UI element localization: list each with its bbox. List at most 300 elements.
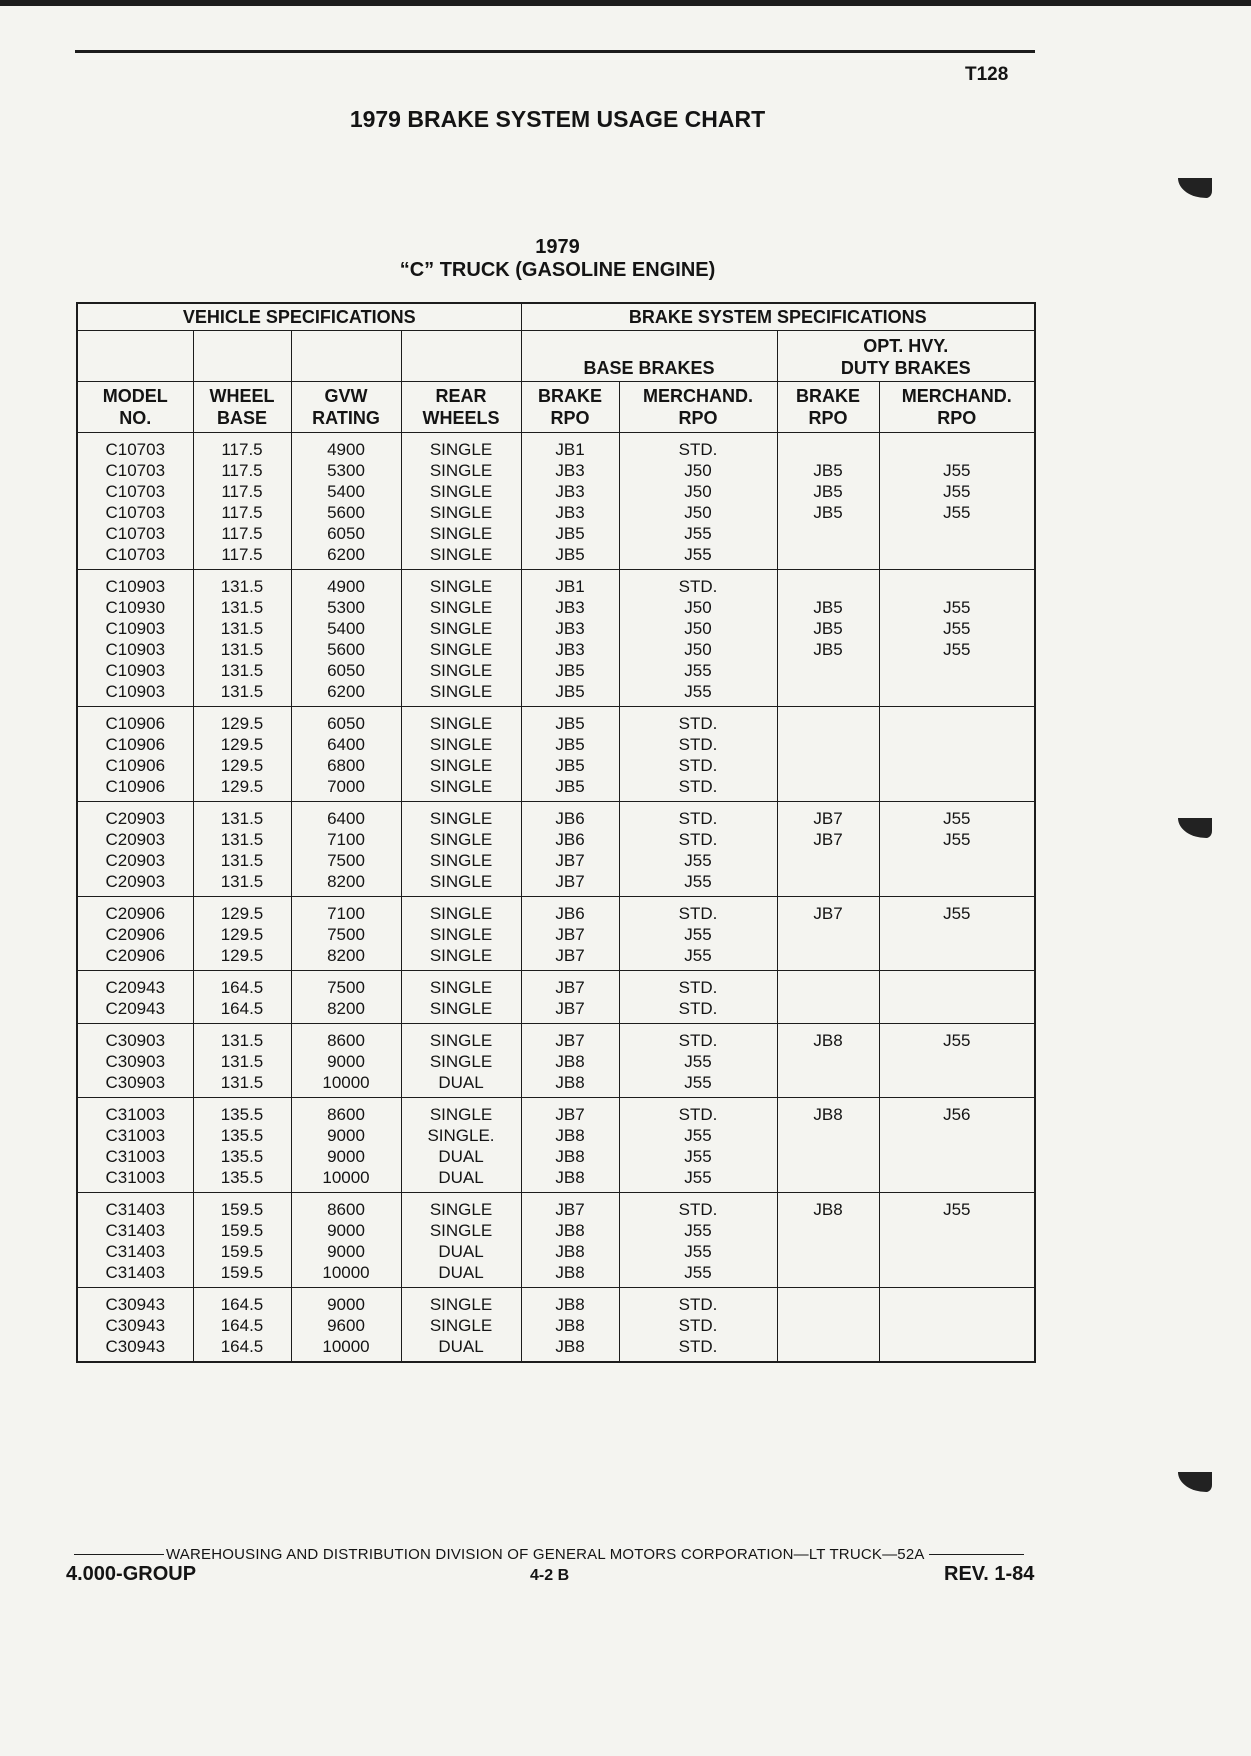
cell-wheel-base: 117.5 [193, 481, 291, 502]
cell-base-brake-rpo: JB8 [521, 1336, 619, 1362]
column-header-line: GVW [324, 386, 368, 406]
cell-base-brake-rpo: JB5 [521, 707, 619, 735]
brake-usage-table [76, 302, 1036, 1363]
cell-wheel-base: 131.5 [193, 1024, 291, 1052]
cell-opt-brake-rpo: JB7 [777, 802, 879, 830]
cell-gvw-rating: 9000 [291, 1241, 401, 1262]
cell-opt-merchand-rpo [879, 433, 1035, 461]
cell-base-merchand-rpo: STD. [619, 1098, 777, 1126]
cell-model-no: C30943 [77, 1315, 193, 1336]
table-row [77, 1024, 1035, 1052]
cell-wheel-base: 129.5 [193, 707, 291, 735]
cell-wheel-base: 129.5 [193, 924, 291, 945]
cell-base-merchand-rpo: J55 [619, 871, 777, 897]
table-row [77, 570, 1035, 598]
cell-model-no: C20906 [77, 924, 193, 945]
cell-wheel-base: 129.5 [193, 755, 291, 776]
cell-opt-brake-rpo: JB5 [777, 481, 879, 502]
cell-rear-wheels: SINGLE [401, 433, 521, 461]
cell-opt-brake-rpo: JB8 [777, 1193, 879, 1221]
cell-opt-merchand-rpo [879, 523, 1035, 544]
cell-base-brake-rpo: JB8 [521, 1125, 619, 1146]
cell-wheel-base: 131.5 [193, 618, 291, 639]
cell-opt-brake-rpo [777, 1315, 879, 1336]
cell-wheel-base: 131.5 [193, 829, 291, 850]
cell-base-brake-rpo: JB7 [521, 998, 619, 1024]
cell-wheel-base: 131.5 [193, 660, 291, 681]
cell-rear-wheels: SINGLE [401, 597, 521, 618]
cell-base-merchand-rpo: STD. [619, 734, 777, 755]
cell-gvw-rating: 7000 [291, 776, 401, 802]
cell-base-merchand-rpo: STD. [619, 1024, 777, 1052]
cell-base-merchand-rpo: STD. [619, 971, 777, 999]
cell-rear-wheels: SINGLE [401, 639, 521, 660]
cell-rear-wheels: SINGLE [401, 460, 521, 481]
column-header-line: BRAKE [796, 386, 861, 406]
cell-base-merchand-rpo: J50 [619, 502, 777, 523]
cell-wheel-base: 164.5 [193, 1288, 291, 1316]
cell-opt-brake-rpo: JB7 [777, 829, 879, 850]
cell-model-no: C10703 [77, 544, 193, 570]
table-row [77, 544, 1035, 570]
subtitle-year: 1979 [535, 236, 580, 258]
cell-model-no: C10703 [77, 502, 193, 523]
footer-group: 4.000-GROUP [66, 1563, 197, 1585]
cell-wheel-base: 131.5 [193, 639, 291, 660]
cell-gvw-rating: 7500 [291, 850, 401, 871]
cell-gvw-rating: 7100 [291, 829, 401, 850]
cell-model-no: C10903 [77, 681, 193, 707]
cell-gvw-rating: 6050 [291, 523, 401, 544]
cell-rear-wheels: SINGLE. [401, 1125, 521, 1146]
cell-base-merchand-rpo: J55 [619, 660, 777, 681]
cell-opt-merchand-rpo [879, 734, 1035, 755]
cell-opt-merchand-rpo: J55 [879, 460, 1035, 481]
cell-opt-merchand-rpo [879, 945, 1035, 971]
cell-gvw-rating: 8200 [291, 998, 401, 1024]
cell-model-no: C20906 [77, 945, 193, 971]
cell-base-brake-rpo: JB7 [521, 945, 619, 971]
cell-model-no: C10906 [77, 734, 193, 755]
page-title: 1979 BRAKE SYSTEM USAGE CHART [349, 106, 766, 132]
cell-base-brake-rpo: JB8 [521, 1315, 619, 1336]
table-row [77, 1125, 1035, 1146]
cell-base-brake-rpo: JB7 [521, 1193, 619, 1221]
cell-wheel-base: 131.5 [193, 1051, 291, 1072]
cell-opt-brake-rpo [777, 1146, 879, 1167]
cell-model-no: C10903 [77, 639, 193, 660]
cell-opt-brake-rpo [777, 433, 879, 461]
cell-opt-merchand-rpo [879, 1262, 1035, 1288]
cell-base-merchand-rpo: J55 [619, 1241, 777, 1262]
cell-base-merchand-rpo: J55 [619, 1262, 777, 1288]
cell-rear-wheels: SINGLE [401, 1051, 521, 1072]
cell-opt-merchand-rpo: J55 [879, 802, 1035, 830]
column-header-line: MODEL [102, 386, 168, 406]
cell-opt-merchand-rpo [879, 850, 1035, 871]
table-row [77, 1098, 1035, 1126]
cell-gvw-rating: 9000 [291, 1125, 401, 1146]
cell-opt-brake-rpo [777, 570, 879, 598]
cell-model-no: C20906 [77, 897, 193, 925]
table-row [77, 707, 1035, 735]
cell-base-merchand-rpo: STD. [619, 776, 777, 802]
cell-opt-brake-rpo [777, 1072, 879, 1098]
cell-wheel-base: 164.5 [193, 1336, 291, 1362]
cell-base-merchand-rpo: STD. [619, 1315, 777, 1336]
cell-gvw-rating: 10000 [291, 1262, 401, 1288]
cell-rear-wheels: SINGLE [401, 829, 521, 850]
cell-base-brake-rpo: JB8 [521, 1220, 619, 1241]
cell-base-brake-rpo: JB5 [521, 544, 619, 570]
cell-rear-wheels: SINGLE [401, 1098, 521, 1126]
table-row [77, 971, 1035, 999]
cell-base-merchand-rpo: J50 [619, 597, 777, 618]
cell-opt-merchand-rpo: J55 [879, 897, 1035, 925]
table-row [77, 871, 1035, 897]
cell-base-brake-rpo: JB7 [521, 1098, 619, 1126]
base-brakes-header: BASE BRAKES [521, 331, 777, 382]
cell-opt-brake-rpo [777, 998, 879, 1024]
cell-model-no: C31003 [77, 1125, 193, 1146]
cell-base-merchand-rpo: J50 [619, 481, 777, 502]
cell-model-no: C20903 [77, 850, 193, 871]
cell-base-merchand-rpo: STD. [619, 570, 777, 598]
cell-base-brake-rpo: JB5 [521, 755, 619, 776]
cell-opt-merchand-rpo: J55 [879, 1024, 1035, 1052]
cell-gvw-rating: 5600 [291, 502, 401, 523]
cell-base-brake-rpo: JB5 [521, 681, 619, 707]
table-row [77, 1167, 1035, 1193]
cell-base-merchand-rpo: J55 [619, 1051, 777, 1072]
cell-base-brake-rpo: JB3 [521, 618, 619, 639]
table-row [77, 1315, 1035, 1336]
cell-opt-brake-rpo: JB5 [777, 639, 879, 660]
cell-rear-wheels: SINGLE [401, 1220, 521, 1241]
cell-opt-merchand-rpo [879, 871, 1035, 897]
cell-gvw-rating: 5600 [291, 639, 401, 660]
cell-opt-merchand-rpo [879, 776, 1035, 802]
opt-hvy-duty-brakes-header [777, 331, 1035, 382]
table-row [77, 945, 1035, 971]
column-header-row [77, 382, 1035, 433]
cell-rear-wheels: SINGLE [401, 924, 521, 945]
cell-opt-merchand-rpo [879, 1288, 1035, 1316]
cell-rear-wheels: SINGLE [401, 618, 521, 639]
cell-model-no: C10903 [77, 570, 193, 598]
cell-model-no: C10903 [77, 660, 193, 681]
cell-model-no: C20903 [77, 802, 193, 830]
cell-opt-merchand-rpo [879, 1072, 1035, 1098]
cell-rear-wheels: DUAL [401, 1072, 521, 1098]
cell-wheel-base: 135.5 [193, 1146, 291, 1167]
cell-model-no: C30943 [77, 1288, 193, 1316]
cell-wheel-base: 164.5 [193, 998, 291, 1024]
table-row [77, 1051, 1035, 1072]
table-row [77, 1220, 1035, 1241]
cell-opt-merchand-rpo: J55 [879, 597, 1035, 618]
cell-opt-brake-rpo [777, 681, 879, 707]
column-header-base-brake-rpo [521, 382, 619, 433]
cell-opt-brake-rpo: JB5 [777, 460, 879, 481]
cell-model-no: C31403 [77, 1241, 193, 1262]
cell-opt-brake-rpo [777, 924, 879, 945]
cell-opt-merchand-rpo [879, 1146, 1035, 1167]
cell-gvw-rating: 6050 [291, 707, 401, 735]
cell-base-brake-rpo: JB3 [521, 502, 619, 523]
binder-hole-mark [1178, 178, 1212, 198]
cell-base-brake-rpo: JB8 [521, 1167, 619, 1193]
cell-model-no: C10703 [77, 481, 193, 502]
cell-opt-brake-rpo [777, 734, 879, 755]
column-header-line: NO. [119, 408, 152, 428]
cell-model-no: C30903 [77, 1051, 193, 1072]
cell-opt-merchand-rpo [879, 1220, 1035, 1241]
blank-header-cell [193, 331, 291, 382]
table-row [77, 1072, 1035, 1098]
table-row [77, 681, 1035, 707]
table-row [77, 802, 1035, 830]
table-row [77, 1241, 1035, 1262]
cell-opt-brake-rpo [777, 945, 879, 971]
cell-gvw-rating: 5300 [291, 460, 401, 481]
cell-rear-wheels: SINGLE [401, 1193, 521, 1221]
cell-opt-brake-rpo [777, 1167, 879, 1193]
cell-opt-merchand-rpo [879, 681, 1035, 707]
cell-base-merchand-rpo: J55 [619, 850, 777, 871]
table-row [77, 850, 1035, 871]
cell-opt-merchand-rpo [879, 1241, 1035, 1262]
table-row [77, 639, 1035, 660]
cell-base-merchand-rpo: J55 [619, 1146, 777, 1167]
cell-wheel-base: 117.5 [193, 523, 291, 544]
cell-gvw-rating: 7100 [291, 897, 401, 925]
cell-wheel-base: 131.5 [193, 1072, 291, 1098]
cell-base-merchand-rpo: STD. [619, 707, 777, 735]
cell-opt-merchand-rpo [879, 544, 1035, 570]
cell-base-merchand-rpo: STD. [619, 433, 777, 461]
cell-rear-wheels: SINGLE [401, 570, 521, 598]
cell-wheel-base: 117.5 [193, 502, 291, 523]
cell-base-merchand-rpo: STD. [619, 755, 777, 776]
cell-model-no: C31003 [77, 1167, 193, 1193]
cell-opt-brake-rpo [777, 871, 879, 897]
cell-base-brake-rpo: JB8 [521, 1262, 619, 1288]
cell-gvw-rating: 8200 [291, 871, 401, 897]
cell-base-brake-rpo: JB1 [521, 570, 619, 598]
cell-gvw-rating: 8200 [291, 945, 401, 971]
column-header-opt-brake-rpo [777, 382, 879, 433]
cell-opt-merchand-rpo: J55 [879, 829, 1035, 850]
cell-model-no: C31403 [77, 1262, 193, 1288]
cell-model-no: C30943 [77, 1336, 193, 1362]
cell-base-merchand-rpo: STD. [619, 1193, 777, 1221]
cell-base-merchand-rpo: J55 [619, 924, 777, 945]
column-header-rear-wheels [401, 382, 521, 433]
cell-model-no: C20903 [77, 871, 193, 897]
cell-opt-brake-rpo [777, 707, 879, 735]
cell-rear-wheels: SINGLE [401, 481, 521, 502]
table-row [77, 1146, 1035, 1167]
cell-opt-brake-rpo [777, 544, 879, 570]
cell-base-brake-rpo: JB7 [521, 850, 619, 871]
cell-base-brake-rpo: JB5 [521, 776, 619, 802]
table-row [77, 1193, 1035, 1221]
cell-opt-merchand-rpo: J55 [879, 618, 1035, 639]
cell-wheel-base: 135.5 [193, 1098, 291, 1126]
table-row [77, 1262, 1035, 1288]
cell-base-brake-rpo: JB7 [521, 1024, 619, 1052]
column-header-base-merchand-rpo [619, 382, 777, 433]
cell-model-no: C10906 [77, 755, 193, 776]
cell-opt-brake-rpo: JB8 [777, 1098, 879, 1126]
cell-opt-merchand-rpo [879, 1125, 1035, 1146]
cell-opt-brake-rpo [777, 850, 879, 871]
brake-system-specifications-header: BRAKE SYSTEM SPECIFICATIONS [521, 303, 1035, 331]
cell-gvw-rating: 6400 [291, 734, 401, 755]
cell-rear-wheels: DUAL [401, 1167, 521, 1193]
cell-gvw-rating: 5400 [291, 481, 401, 502]
cell-base-merchand-rpo: STD. [619, 1288, 777, 1316]
cell-opt-brake-rpo [777, 971, 879, 999]
cell-base-brake-rpo: JB6 [521, 802, 619, 830]
cell-wheel-base: 131.5 [193, 597, 291, 618]
cell-base-merchand-rpo: STD. [619, 802, 777, 830]
cell-rear-wheels: SINGLE [401, 1315, 521, 1336]
cell-rear-wheels: SINGLE [401, 776, 521, 802]
cell-wheel-base: 131.5 [193, 850, 291, 871]
cell-wheel-base: 159.5 [193, 1241, 291, 1262]
cell-opt-merchand-rpo [879, 971, 1035, 999]
cell-base-merchand-rpo: J55 [619, 681, 777, 707]
cell-wheel-base: 164.5 [193, 1315, 291, 1336]
cell-opt-brake-rpo [777, 1262, 879, 1288]
cell-model-no: C20943 [77, 998, 193, 1024]
cell-gvw-rating: 10000 [291, 1167, 401, 1193]
blank-header-cell [291, 331, 401, 382]
table-row [77, 481, 1035, 502]
cell-model-no: C31003 [77, 1146, 193, 1167]
cell-base-brake-rpo: JB3 [521, 481, 619, 502]
cell-opt-merchand-rpo: J55 [879, 481, 1035, 502]
table-row [77, 523, 1035, 544]
cell-wheel-base: 129.5 [193, 945, 291, 971]
cell-gvw-rating: 6200 [291, 544, 401, 570]
cell-opt-merchand-rpo: J55 [879, 1193, 1035, 1221]
cell-base-merchand-rpo: STD. [619, 829, 777, 850]
table-row [77, 897, 1035, 925]
footer-revision: REV. 1-84 [944, 1563, 1035, 1585]
cell-model-no: C30903 [77, 1024, 193, 1052]
cell-opt-brake-rpo [777, 1336, 879, 1362]
cell-opt-merchand-rpo [879, 755, 1035, 776]
cell-opt-merchand-rpo [879, 570, 1035, 598]
cell-base-merchand-rpo: STD. [619, 897, 777, 925]
cell-wheel-base: 159.5 [193, 1262, 291, 1288]
cell-base-brake-rpo: JB7 [521, 871, 619, 897]
column-header-line: RATING [312, 408, 380, 428]
blank-header-cell [401, 331, 521, 382]
cell-base-merchand-rpo: J50 [619, 460, 777, 481]
column-header-line: WHEELS [422, 408, 500, 428]
column-header-line: RPO [550, 408, 590, 428]
cell-gvw-rating: 8600 [291, 1098, 401, 1126]
cell-gvw-rating: 7500 [291, 971, 401, 999]
cell-opt-merchand-rpo: J55 [879, 502, 1035, 523]
cell-base-brake-rpo: JB3 [521, 597, 619, 618]
table-row [77, 460, 1035, 481]
cell-base-brake-rpo: JB8 [521, 1051, 619, 1072]
cell-wheel-base: 131.5 [193, 681, 291, 707]
cell-base-brake-rpo: JB8 [521, 1288, 619, 1316]
cell-wheel-base: 117.5 [193, 433, 291, 461]
cell-base-merchand-rpo: STD. [619, 998, 777, 1024]
cell-base-brake-rpo: JB6 [521, 897, 619, 925]
cell-base-brake-rpo: JB3 [521, 639, 619, 660]
column-header-line: MERCHAND. [643, 386, 754, 406]
vehicle-specifications-header: VEHICLE SPECIFICATIONS [77, 303, 521, 331]
column-header-line: RPO [937, 408, 977, 428]
cell-model-no: C31003 [77, 1098, 193, 1126]
table-row [77, 998, 1035, 1024]
cell-base-brake-rpo: JB5 [521, 660, 619, 681]
cell-base-merchand-rpo: J55 [619, 1167, 777, 1193]
cell-opt-merchand-rpo: J55 [879, 639, 1035, 660]
column-header-line: MERCHAND. [901, 386, 1012, 406]
cell-base-merchand-rpo: J55 [619, 523, 777, 544]
footer-dash [929, 1554, 1024, 1555]
cell-opt-merchand-rpo [879, 1336, 1035, 1362]
cell-base-merchand-rpo: J55 [619, 1125, 777, 1146]
cell-gvw-rating: 9000 [291, 1146, 401, 1167]
top-border [0, 0, 1251, 6]
column-header-line: RPO [808, 408, 848, 428]
cell-base-brake-rpo: JB5 [521, 523, 619, 544]
cell-base-merchand-rpo: STD. [619, 1336, 777, 1362]
cell-rear-wheels: SINGLE [401, 681, 521, 707]
cell-wheel-base: 131.5 [193, 802, 291, 830]
cell-model-no: C10703 [77, 523, 193, 544]
cell-rear-wheels: SINGLE [401, 707, 521, 735]
cell-base-merchand-rpo: J55 [619, 1220, 777, 1241]
cell-gvw-rating: 4900 [291, 433, 401, 461]
cell-rear-wheels: SINGLE [401, 850, 521, 871]
cell-wheel-base: 159.5 [193, 1193, 291, 1221]
blank-header-cell [77, 331, 193, 382]
cell-opt-brake-rpo [777, 755, 879, 776]
table-row [77, 1336, 1035, 1362]
cell-wheel-base: 117.5 [193, 460, 291, 481]
cell-gvw-rating: 6050 [291, 660, 401, 681]
cell-model-no: C20903 [77, 829, 193, 850]
table-row [77, 660, 1035, 681]
table-row [77, 597, 1035, 618]
opt-hvy-line2: DUTY BRAKES [840, 358, 971, 378]
cell-opt-merchand-rpo [879, 1051, 1035, 1072]
binder-hole-mark [1178, 818, 1212, 838]
footer-page-number: 4-2 B [530, 1567, 570, 1584]
cell-gvw-rating: 9000 [291, 1220, 401, 1241]
cell-opt-brake-rpo: JB5 [777, 597, 879, 618]
cell-base-brake-rpo: JB1 [521, 433, 619, 461]
cell-opt-brake-rpo [777, 1288, 879, 1316]
cell-opt-merchand-rpo: J56 [879, 1098, 1035, 1126]
cell-base-merchand-rpo: J50 [619, 618, 777, 639]
column-header-line: BRAKE [538, 386, 603, 406]
footer-division: WAREHOUSING AND DISTRIBUTION DIVISION OF GENERAL MOTORS CORPORATION—LT TRUCK—52A [166, 1546, 925, 1563]
cell-rear-wheels: SINGLE [401, 945, 521, 971]
cell-rear-wheels: SINGLE [401, 734, 521, 755]
